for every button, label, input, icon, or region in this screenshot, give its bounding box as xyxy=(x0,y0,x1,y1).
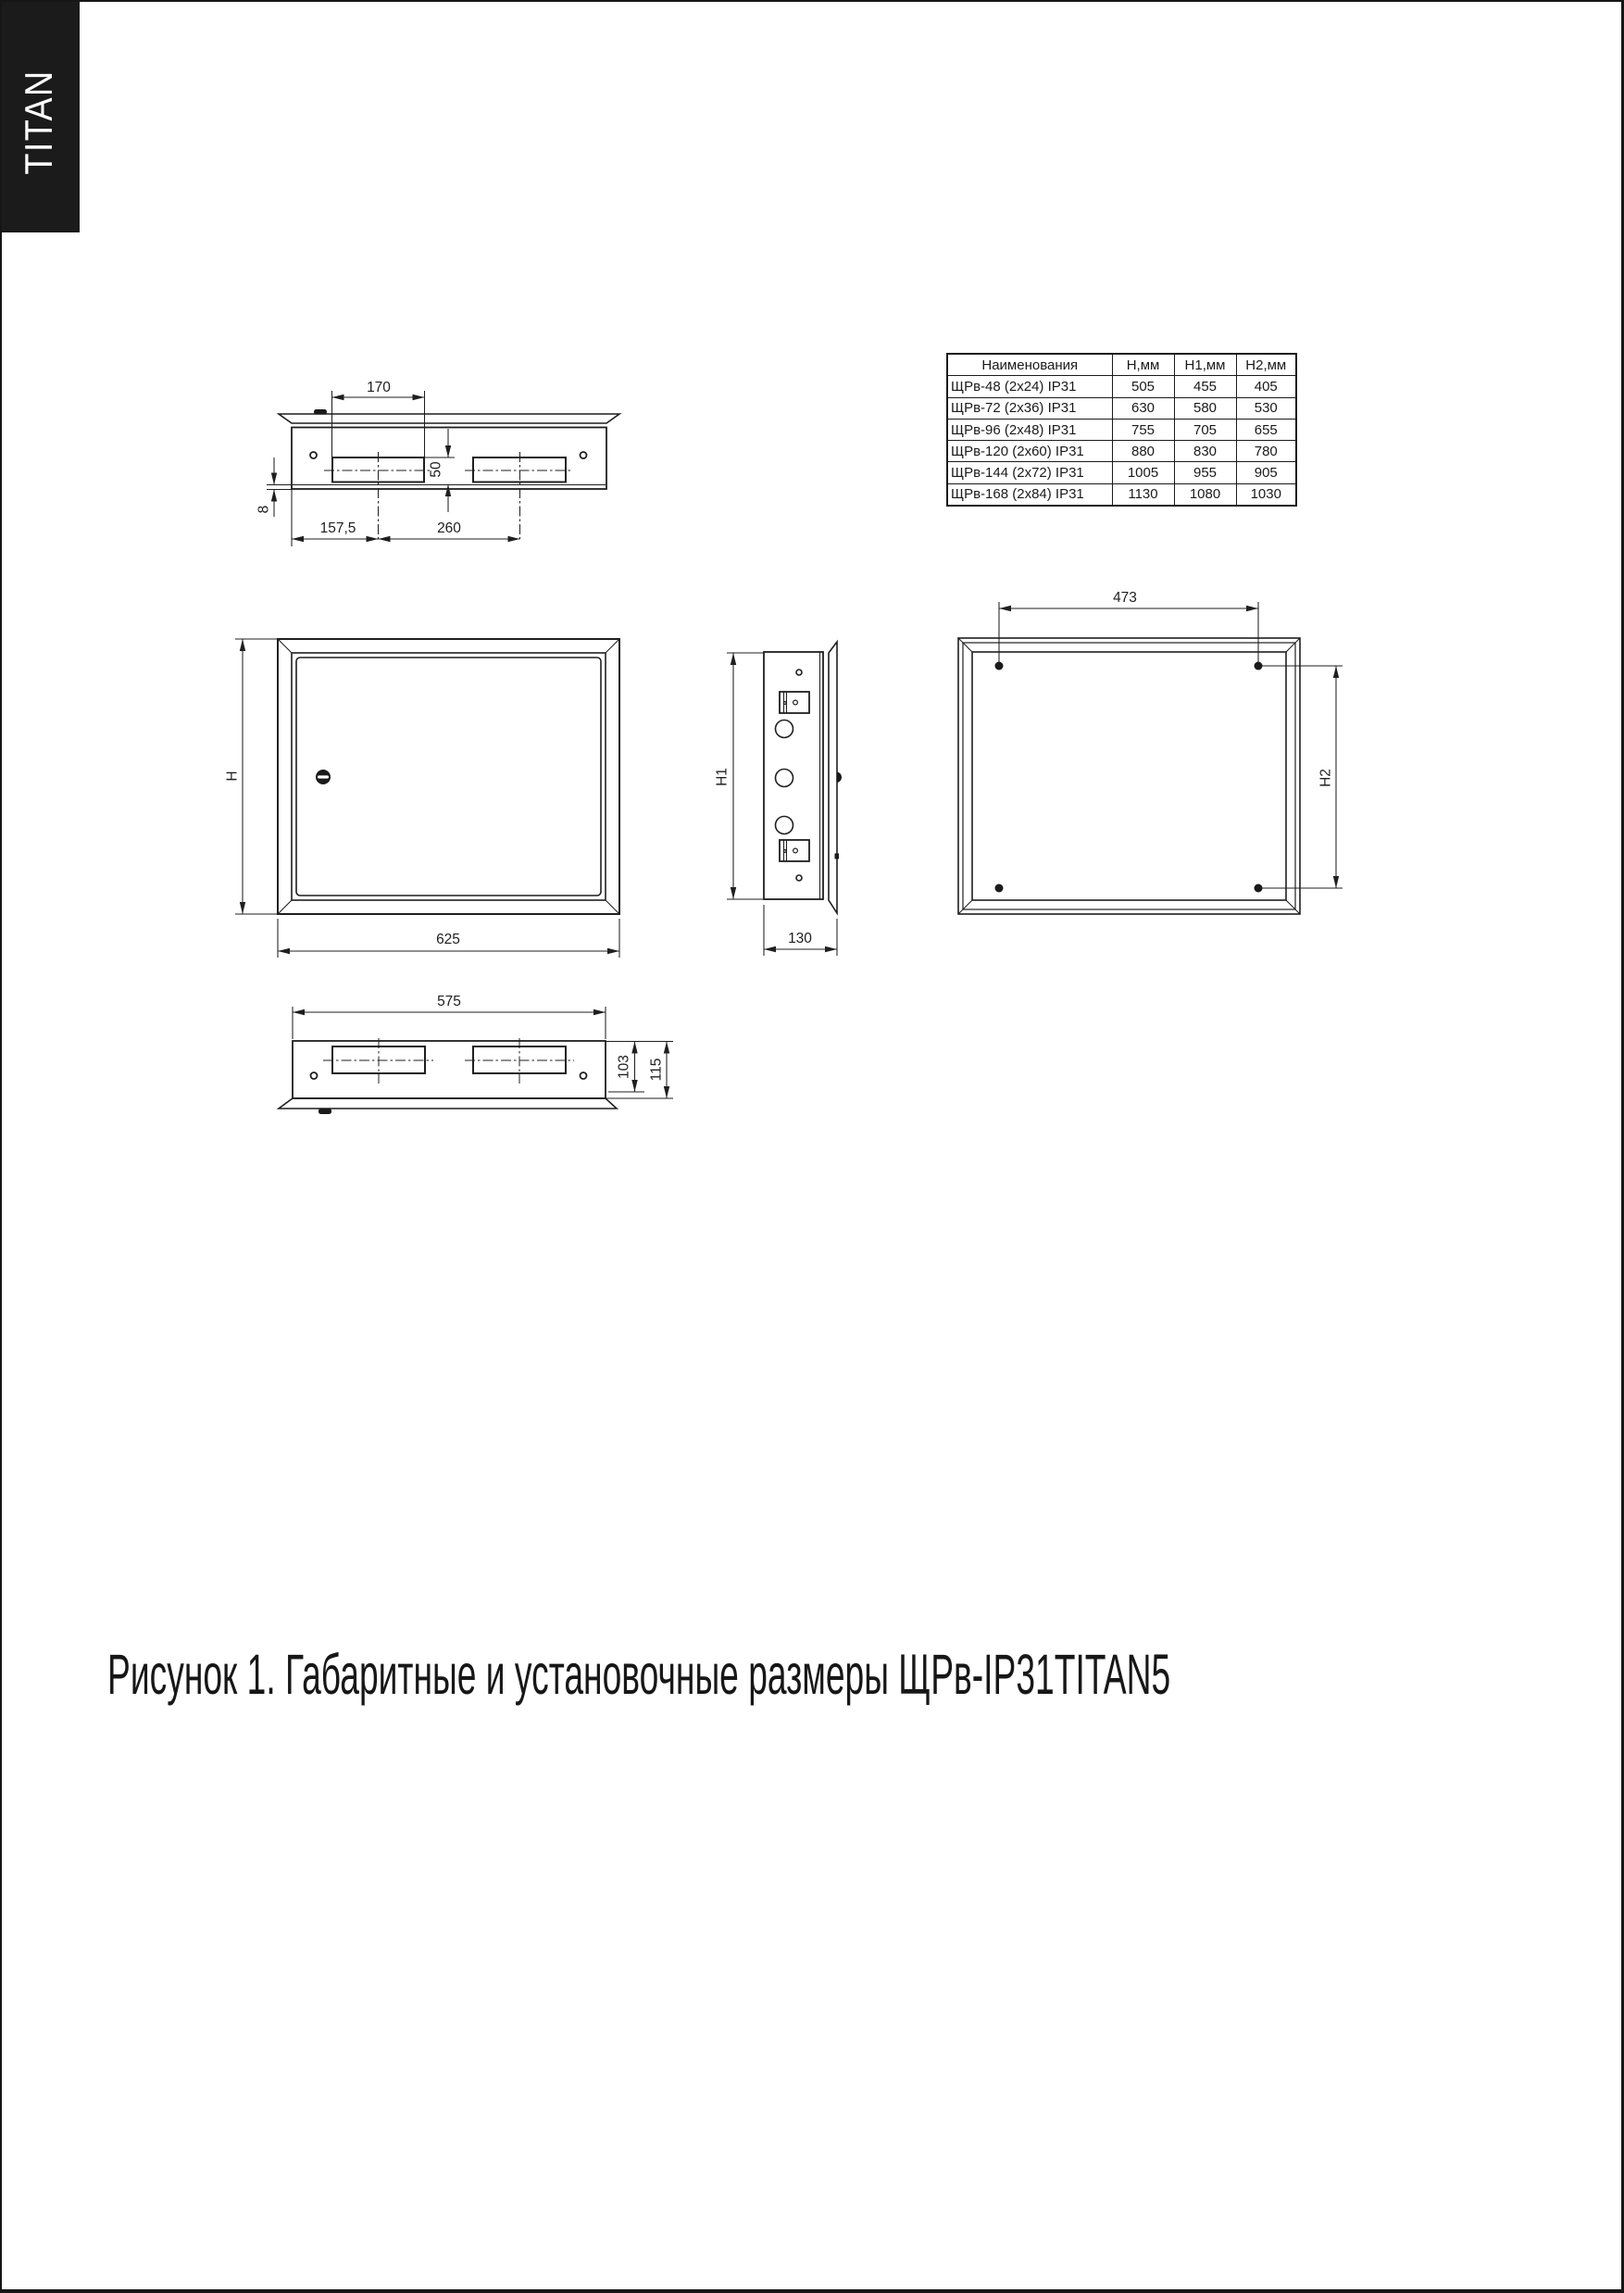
front-view-door xyxy=(296,658,601,896)
dim-label-H1: H1 xyxy=(714,768,731,786)
cell-name: ЩРв-96 (2х48) IP31 xyxy=(947,419,1112,440)
dim-label-8: 8 xyxy=(256,505,272,514)
header-h2: Н2,мм xyxy=(1236,354,1296,376)
side-view-lock-knob xyxy=(837,772,842,783)
bottom-view-flange xyxy=(279,1098,617,1109)
dim-label-473: 473 xyxy=(1113,590,1137,606)
cell-h1: 580 xyxy=(1174,397,1236,419)
bottom-view-hole-right xyxy=(581,1072,587,1079)
cell-h2: 905 xyxy=(1236,462,1296,483)
rear-view-mid xyxy=(963,643,1295,909)
cell-name: ЩРв-48 (2х24) IP31 xyxy=(947,376,1112,397)
cell-h1: 955 xyxy=(1174,462,1236,483)
cell-h: 630 xyxy=(1112,397,1174,419)
side-view-knockout-2 xyxy=(776,770,793,787)
bottom-view xyxy=(279,994,673,1114)
dim-label-H2: H2 xyxy=(1318,769,1334,787)
dim-label-50: 50 xyxy=(428,461,444,478)
cell-name: ЩРв-168 (2х84) IP31 xyxy=(947,483,1112,506)
side-view-knockout-3 xyxy=(776,817,793,834)
side-view-flange xyxy=(829,642,837,913)
cell-h: 755 xyxy=(1112,419,1174,440)
cell-h2: 530 xyxy=(1236,397,1296,419)
dim-label-115: 115 xyxy=(648,1058,665,1082)
bottom-view-body xyxy=(293,1041,606,1098)
cell-h2: 1030 xyxy=(1236,483,1296,506)
side-view xyxy=(715,642,843,956)
cell-h: 880 xyxy=(1112,441,1174,462)
rear-view-outer xyxy=(958,638,1300,914)
dim-label-H: H xyxy=(224,771,241,782)
top-view xyxy=(256,380,620,546)
cell-h: 1005 xyxy=(1112,462,1174,483)
top-view-flange xyxy=(279,414,619,423)
header-h: Н,мм xyxy=(1112,354,1174,376)
front-view xyxy=(225,639,620,958)
bottom-view-hole-left xyxy=(311,1072,318,1079)
dim-label-130: 130 xyxy=(788,931,812,946)
cell-h1: 455 xyxy=(1174,376,1236,397)
dim-label-625: 625 xyxy=(436,932,460,947)
header-name: Наименования xyxy=(947,354,1112,376)
front-view-inner-frame xyxy=(292,653,606,900)
bottom-view-hinge-nub xyxy=(319,1109,331,1114)
dim-label-103: 103 xyxy=(616,1055,632,1079)
dim-label-575: 575 xyxy=(437,994,461,1009)
dim-label-157-5: 157,5 xyxy=(319,520,356,536)
rear-mount-hole-bl xyxy=(995,884,1004,893)
cell-name: ЩРв-120 (2х60) IP31 xyxy=(947,441,1112,462)
cell-h2: 405 xyxy=(1236,376,1296,397)
top-view-hole-left xyxy=(310,452,317,458)
top-view-hinge-nub xyxy=(314,409,327,415)
dim-label-170: 170 xyxy=(367,380,391,395)
side-view-screw-bottom xyxy=(796,875,802,881)
cell-name: ЩРв-72 (2х36) IP31 xyxy=(947,397,1112,419)
dim-label-260: 260 xyxy=(437,520,461,536)
cell-h1: 1080 xyxy=(1174,483,1236,506)
cell-h: 505 xyxy=(1112,376,1174,397)
technical-drawing xyxy=(2,2,1624,2293)
rear-view-inner xyxy=(972,652,1286,900)
figure-caption: Рисунок 1. Габаритные и установочные размеры ЩРв-IP31TITAN5 xyxy=(107,1643,1171,1706)
cell-h1: 830 xyxy=(1174,441,1236,462)
cell-name: ЩРв-144 (2х72) IP31 xyxy=(947,462,1112,483)
side-view-knockout-1 xyxy=(776,720,793,738)
brand-vertical-label: TITAN xyxy=(17,69,60,175)
side-view-body xyxy=(764,652,823,899)
cell-h2: 655 xyxy=(1236,419,1296,440)
cell-h: 1130 xyxy=(1112,483,1174,506)
cell-h1: 705 xyxy=(1174,419,1236,440)
top-view-hole-right xyxy=(581,452,587,458)
rear-view xyxy=(958,590,1343,914)
side-view-screw-top xyxy=(796,670,802,675)
header-h1: Н1,мм xyxy=(1174,354,1236,376)
cell-h2: 780 xyxy=(1236,441,1296,462)
